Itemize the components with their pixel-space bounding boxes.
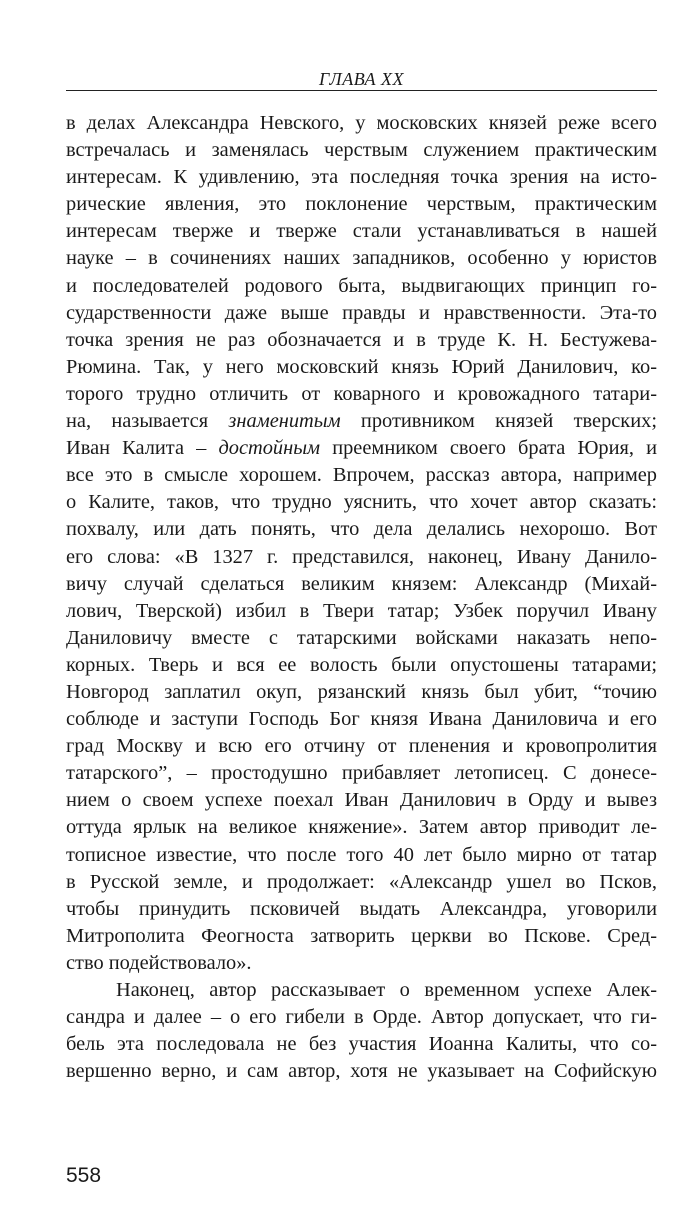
text-line: вершенно верно, и сам автор, хотя не указывает на Софийскую (66, 1060, 657, 1083)
body-text (66, 110, 657, 1085)
text-line: в делах Александра Невского, у московских князей реже всего (66, 112, 657, 134)
text-fragment: противником князей тверских; (360, 410, 657, 433)
text-line: чтобы принудить псковичей выдать Александра, уговорили (66, 897, 657, 920)
emphasis-text: достойным (218, 437, 321, 460)
text-line: науке – в сочинениях наших западников, особенно у юристов (66, 247, 657, 270)
emphasis-text: знаменитым (228, 410, 341, 433)
text-line: вичу случай сделаться великим князем: Александр (Михай- (66, 572, 657, 595)
text-line: Рюмина. Так, у него московский князь Юрий Данилович, ко- (66, 355, 657, 378)
text-line: нием о своем успехе поехал Иван Данилович в Орду и вывез (66, 789, 657, 812)
text-line: тописное известие, что после того 40 лет было мирно от татар (66, 843, 657, 866)
text-line: татарского”, – простодушно прибавляет летописец. С донесе- (66, 762, 657, 785)
text-line: все это в смысле хорошем. Впрочем, рассказ автора, например (66, 464, 657, 487)
text-line-with-emphasis (66, 435, 657, 462)
text-line: встречалась и заменялась черствым служением практическим (66, 139, 657, 162)
text-line: и последователей родового быта, выдвигающих принцип го- (66, 274, 657, 297)
text-line-with-emphasis (66, 408, 657, 435)
text-fragment: на, называется (66, 410, 209, 433)
text-line: интересам. К удивлению, эта последняя точка зрения на исто- (66, 166, 657, 189)
text-line: Митрополита Феогноста затворить церкви во Пскове. Сред- (66, 924, 657, 947)
header-rule (66, 90, 657, 91)
text-line: соблюде и заступи Господь Бог князя Ивана Даниловича и его (66, 708, 657, 731)
page-number: 558 (66, 1164, 102, 1187)
text-line: лович, Тверской) избил в Твери татар; Узбек поручил Ивану (66, 599, 657, 622)
running-header (66, 66, 657, 92)
paragraph-first-line: Наконец, автор рассказывает о временном успехе Алек- (116, 979, 657, 1001)
text-line: Новгород заплатил окуп, рязанский князь был убит, “точию (66, 680, 657, 703)
text-line: корных. Тверь и вся ее волость были опустошены татарами; (66, 653, 657, 676)
text-line: Даниловичу вместе с татарскими войсками наказать непо- (66, 626, 657, 649)
text-line: сударственности даже выше правды и нравственности. Эта-то (66, 301, 657, 324)
text-line: точка зрения не раз обозначается и в труде К. Н. Бестужева- (66, 328, 657, 351)
text-line: его слова: «В 1327 г. представился, наконец, Ивану Данило- (66, 545, 657, 568)
text-line: в Русской земле, и продолжает: «Александр ушел во Псков, (66, 870, 657, 893)
text-line: похвалу, или дать понять, что дела делались нехорошо. Вот (66, 518, 657, 541)
text-line: интересам тверже и тверже стали устанавливаться в нашей (66, 220, 657, 243)
text-line: рические явления, это поклонение черствым, практическим (66, 193, 657, 216)
text-line: сандра и далее – о его гибели в Орде. Автор допускает, что ги- (66, 1006, 657, 1029)
text-line: ство подействовало». (66, 951, 252, 974)
text-fragment: преемником своего брата Юрия, и (332, 437, 658, 460)
text-line: о Калите, таков, что трудно уяснить, что хочет автор сказать: (66, 491, 657, 514)
text-fragment: Иван Калита – (66, 437, 207, 460)
text-line: град Москву и всю его отчину от пленения и кровопролития (66, 735, 657, 758)
text-line: торого трудно отличить от коварного и кровожадного татари- (66, 382, 657, 405)
text-line: бель эта последовала не без участия Иоанна Калиты, что со- (66, 1033, 657, 1056)
chapter-title: ГЛАВА XX (319, 69, 404, 89)
text-line: оттуда ярлык на великое княжение». Затем автор приводит ле- (66, 816, 657, 839)
